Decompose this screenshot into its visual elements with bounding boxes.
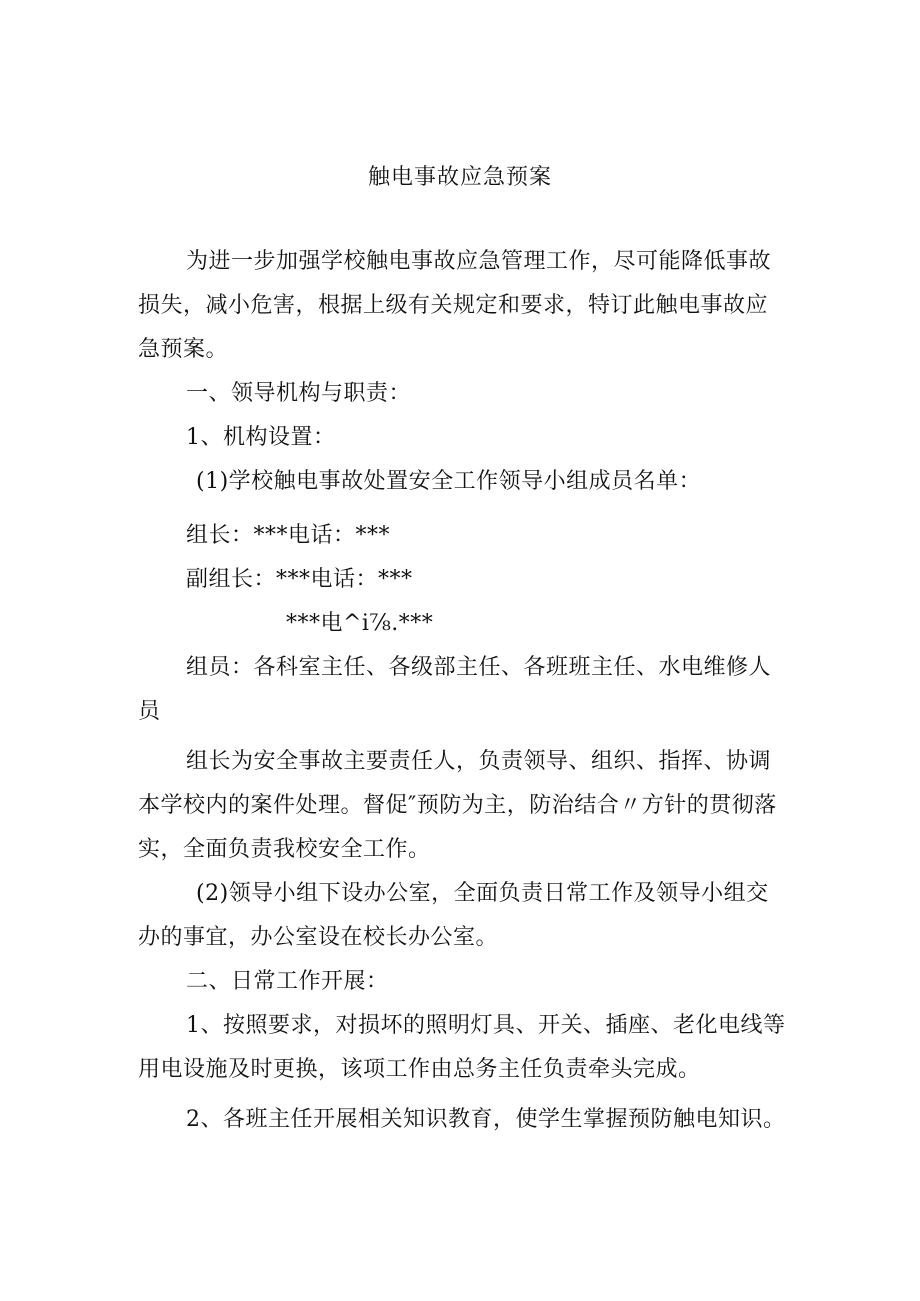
paragraph-leader-duty: 组长为安全事故主要责任人，负责领导、组织、指挥、协调本学校内的案件处理。督促″预防为主，防治结合〃方针的贯彻落实，全面负责我校安全工作。 xyxy=(138,749,777,862)
paragraph-item-2: 2、各班主任开展相关知识教育，使学生掌握预防触电知识。 xyxy=(186,1107,786,1132)
document-title: 触电事故应急预案 xyxy=(367,165,552,190)
members-line: 组员：各科室主任、各级部主任、各班班主任、水电维修人员 xyxy=(138,655,772,724)
deputy-leader-line: 副组长：***电话：*** xyxy=(186,567,413,592)
subsection-heading-1: 1、机构设置： xyxy=(186,425,336,450)
paragraph-office: (2)领导小组下设办公室，全面负责日常工作及领导小组交办的事宜，办公室设在校长办公室。 xyxy=(138,881,769,950)
leader-line: 组长：***电话：*** xyxy=(186,523,391,548)
paragraph-member-list-heading: (1)学校触电事故处置安全工作领导小组成员名单： xyxy=(196,469,702,494)
section-heading-1: 一、领导机构与职责： xyxy=(186,381,412,406)
paragraph-intro: 为进一步加强学校触电事故应急管理工作，尽可能降低事故损失，减小危害，根据上级有关规定和要求，特订此触电事故应急预案。 xyxy=(138,249,772,362)
document-body xyxy=(138,240,790,1142)
deputy-leader-line-2: ***电^i⅞.*** xyxy=(286,611,434,636)
section-heading-2: 二、日常工作开展： xyxy=(186,969,389,994)
paragraph-item-1: 1、按照要求，对损坏的照明灯具、开关、插座、老化电线等用电设施及时更换，该项工作由总务主任负责牵头完成。 xyxy=(138,1013,786,1082)
